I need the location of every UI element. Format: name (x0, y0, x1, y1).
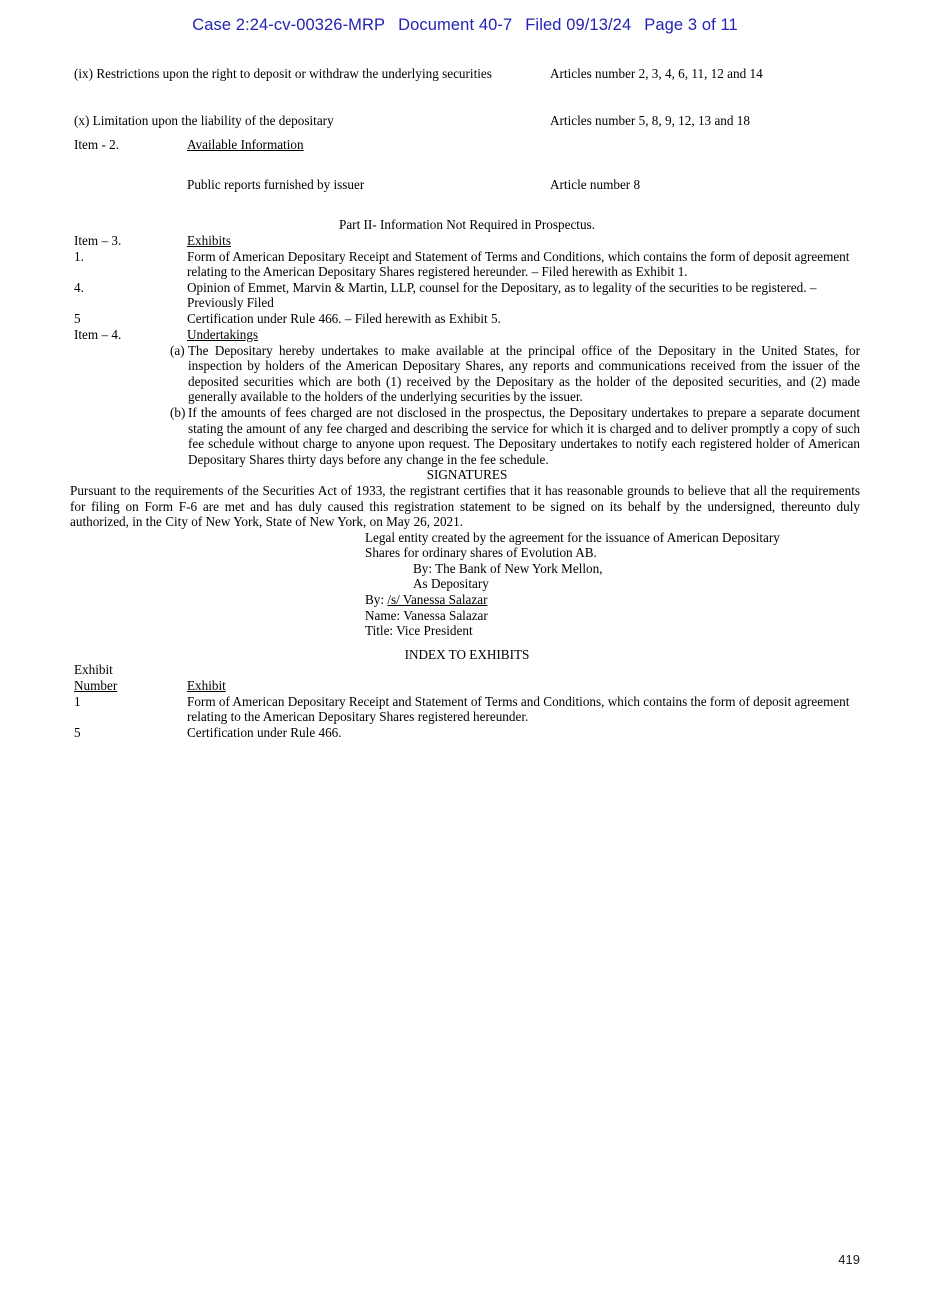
table-row (74, 177, 860, 193)
exhibit-description: Certification under Rule 466. – Filed herewith as Exhibit 5. (187, 310, 501, 326)
index-column-header (74, 678, 860, 694)
undertaking-marker: (a) (170, 342, 185, 358)
ecf-case-number: Case 2:24-cv-00326-MRP (192, 16, 386, 34)
signature-line (365, 592, 785, 608)
signature-by-prefix: By: (365, 592, 388, 608)
signer-title: Title: Vice President (365, 623, 473, 639)
item-3-heading (74, 233, 860, 249)
signature-by-bank: By: The Bank of New York Mellon, (413, 560, 603, 576)
exhibit-number: 5 (74, 310, 81, 326)
index-heading: INDEX TO EXHIBITS (404, 646, 530, 662)
signer-name: Name: Vanessa Salazar (365, 607, 488, 623)
public-reports-article: Article number 8 (550, 177, 641, 192)
index-col1-line1: Exhibit (74, 662, 113, 678)
undertaking-item (74, 405, 860, 467)
provision-description: (x) Limitation upon the liability of the depositary (74, 113, 334, 128)
signature-entity-line-2: Shares for ordinary shares of Evolution AB. (365, 545, 597, 561)
item-2-title: Available Information (187, 137, 304, 152)
item-3-title: Exhibits (187, 232, 231, 248)
undertaking-text: The Depositary hereby undertakes to make available at the principal office of the Depositary in the United States, for inspection by holders of the American Depositary Shares, any reports and communications received from the issuer of the deposited securities which are both (1) received by the Depositary as the holder of the deposited securities, and (2) made generally available to the holders of the underlying securities by the issuer. (188, 342, 860, 405)
item-4-title: Undertakings (187, 326, 259, 342)
index-exhibit-description: Certification under Rule 466. (187, 724, 342, 740)
item-4-heading (74, 327, 860, 343)
index-col2-header: Exhibit (187, 678, 226, 694)
index-row (74, 694, 860, 725)
item-3-label: Item – 3. (74, 232, 122, 248)
signature-mark: /s/ Vanessa Salazar (387, 592, 488, 608)
signature-block (365, 530, 785, 639)
ecf-filed-date: Filed 09/13/24 (525, 16, 632, 34)
undertaking-text: If the amounts of fees charged are not disclosed in the prospectus, the Depositary undertakes to prepare a separate document stating the amount of any fee charged and describing the service for which it is charged and to deliver promptly a copy of such fee schedule without charge to anyone upon request. The Depositary undertakes to notify each registered holder of American Depositary Shares thirty days before any change in the fee schedule. (188, 404, 860, 467)
provision-description: (ix) Restrictions upon the right to deposit or withdraw the underlying securities (74, 66, 492, 81)
index-exhibit-description: Form of American Depositary Receipt and Statement of Terms and Conditions, which contains the form of deposit agreement relating to the American Depositary Shares registered hereunder. (187, 693, 850, 725)
exhibit-description: Opinion of Emmet, Marvin & Martin, LLP, counsel for the Depositary, as to legality of the securities to be registered. – Previously Filed (187, 279, 817, 311)
item-2-label: Item - 2. (74, 137, 120, 152)
ecf-document-number: Document 40-7 (398, 16, 513, 34)
item-4-label: Item – 4. (74, 326, 122, 342)
undertaking-marker: (b) (170, 404, 186, 420)
exhibit-entry (74, 249, 860, 280)
index-exhibit-number: 5 (74, 724, 81, 740)
exhibit-number: 1. (74, 248, 84, 264)
item-2-heading (74, 137, 860, 153)
exhibit-number: 4. (74, 279, 84, 295)
index-col1-line2: Number (74, 678, 118, 694)
table-row (74, 66, 860, 97)
bates-page-number: 419 (838, 1252, 860, 1267)
index-column-header-top (74, 662, 860, 678)
ecf-page-indicator: Page 3 of 11 (644, 16, 738, 34)
undertaking-item (74, 343, 860, 405)
signatures-paragraph: Pursuant to the requirements of the Securities Act of 1933, the registrant certifies that it has reasonable grounds to believe that all the requirements for filing on Form F-6 are met and has duly caused this registration statement to be signed on its behalf by the undersigned, thereunto duly authorized, in the City of New York, State of New York, on May 26, 2021. (70, 482, 860, 530)
document-body (70, 66, 860, 740)
index-row (74, 725, 860, 741)
table-row (74, 113, 860, 129)
exhibit-entry (74, 311, 860, 327)
exhibit-entry (74, 280, 860, 311)
provision-articles: Articles number 2, 3, 4, 6, 11, 12 and 14 (550, 66, 763, 81)
exhibit-description: Form of American Depositary Receipt and Statement of Terms and Conditions, which contains the form of deposit agreement relating to the American Depositary Shares registered hereunder. – Filed herewith as Exhibit 1. (187, 248, 850, 280)
part-2-heading: Part II- Information Not Required in Prospectus. (338, 217, 595, 232)
public-reports-label: Public reports furnished by issuer (187, 177, 365, 192)
ecf-header-stamp (0, 16, 930, 35)
provision-articles: Articles number 5, 8, 9, 12, 13 and 18 (550, 113, 750, 128)
signature-entity-line-1: Legal entity created by the agreement for the issuance of American Depositary (365, 529, 780, 545)
index-exhibit-number: 1 (74, 693, 81, 709)
signature-as-depositary: As Depositary (413, 576, 489, 592)
signatures-heading: SIGNATURES (426, 467, 508, 483)
